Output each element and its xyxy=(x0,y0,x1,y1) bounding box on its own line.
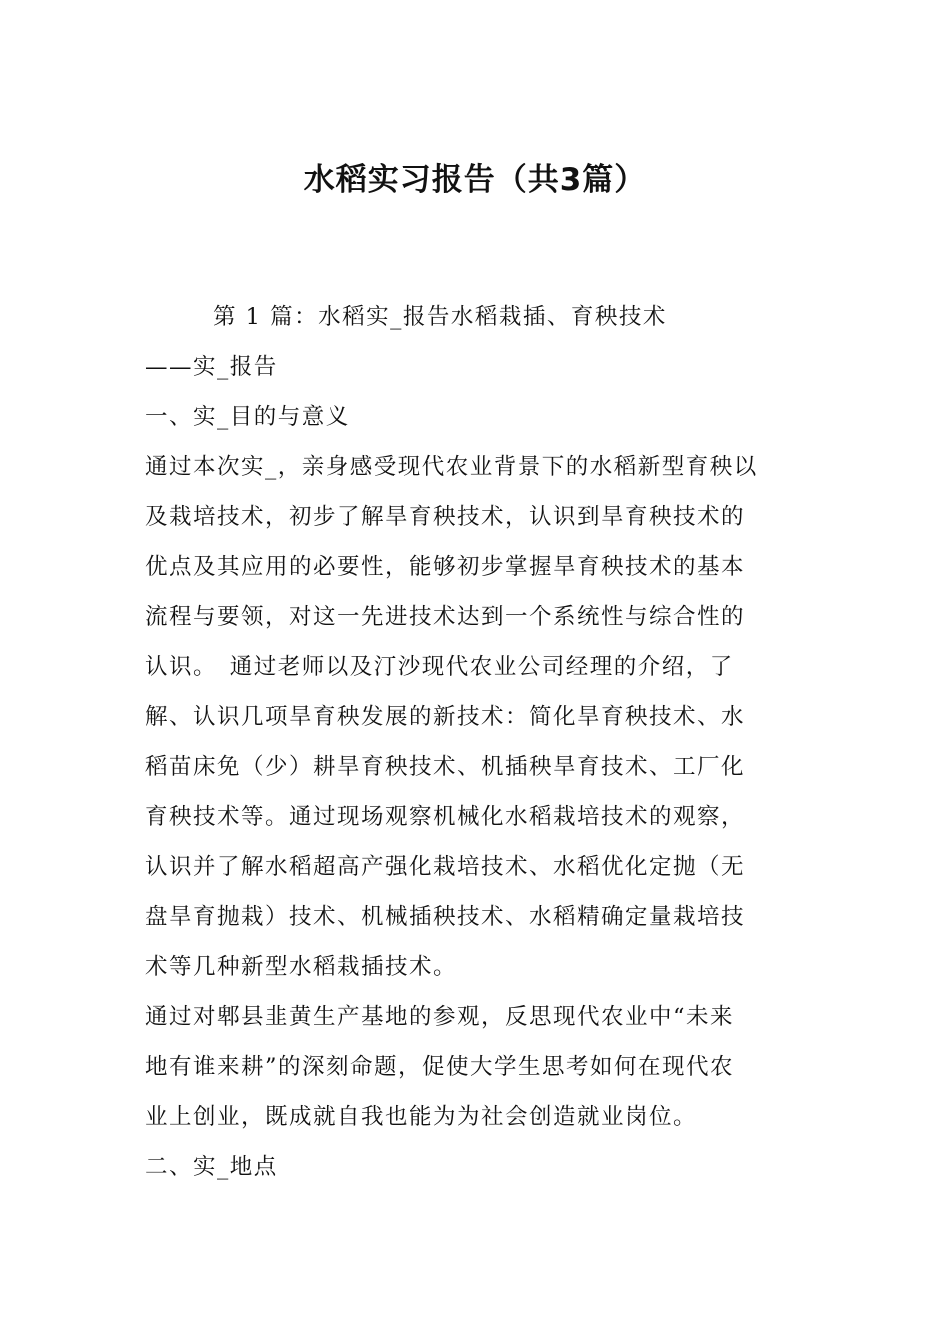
paragraph-line: 流程与要领，对这一先进技术达到一个系统性与综合性的 xyxy=(145,604,746,630)
subtitle-line: ——实_报告 xyxy=(145,354,278,380)
paragraph-line: 盘旱育抛栽）技术、机械插秧技术、水稻精确定量栽培技 xyxy=(145,904,746,930)
paragraph-line: 认识并了解水稻超高产强化栽培技术、水稻优化定抛（无 xyxy=(145,854,746,880)
paragraph-line: 及栽培技术，初步了解旱育秧技术，认识到旱育秧技术的 xyxy=(145,504,746,530)
chapter-heading: 第 1 篇：水稻实_报告水稻栽插、育秧技术 xyxy=(213,304,667,330)
document-title: 水稻实习报告（共3篇） xyxy=(303,162,647,198)
paragraph-line: 优点及其应用的必要性，能够初步掌握旱育秧技术的基本 xyxy=(145,554,746,580)
paragraph-line: 通过对郫县韭黄生产基地的参观，反思现代农业中“未来 xyxy=(145,1004,735,1030)
paragraph-line: 育秧技术等。通过现场观察机械化水稻栽培技术的观察， xyxy=(145,804,746,830)
paragraph-line: 解、认识几项旱育秧发展的新技术：简化旱育秧技术、水 xyxy=(145,704,746,730)
document-body xyxy=(145,292,810,1192)
paragraph-line: 通过本次实_，亲身感受现代农业背景下的水稻新型育秧以 xyxy=(145,454,758,480)
paragraph-line: 地有谁来耕”的深刻命题，促使大学生思考如何在现代农 xyxy=(145,1054,735,1080)
paragraph-line: 认识。 通过老师以及汀沙现代农业公司经理的介绍，了 xyxy=(145,654,734,680)
section-heading-purpose: 一、实_目的与意义 xyxy=(145,404,350,430)
paragraph-line: 术等几种新型水稻栽插技术。 xyxy=(145,954,458,980)
section-heading-location: 二、实_地点 xyxy=(145,1154,278,1180)
paragraph-line: 稻苗床免（少）耕旱育秧技术、机插秧旱育技术、工厂化 xyxy=(145,754,746,780)
paragraph-line: 业上创业，既成就自我也能为为社会创造就业岗位。 xyxy=(145,1104,698,1130)
